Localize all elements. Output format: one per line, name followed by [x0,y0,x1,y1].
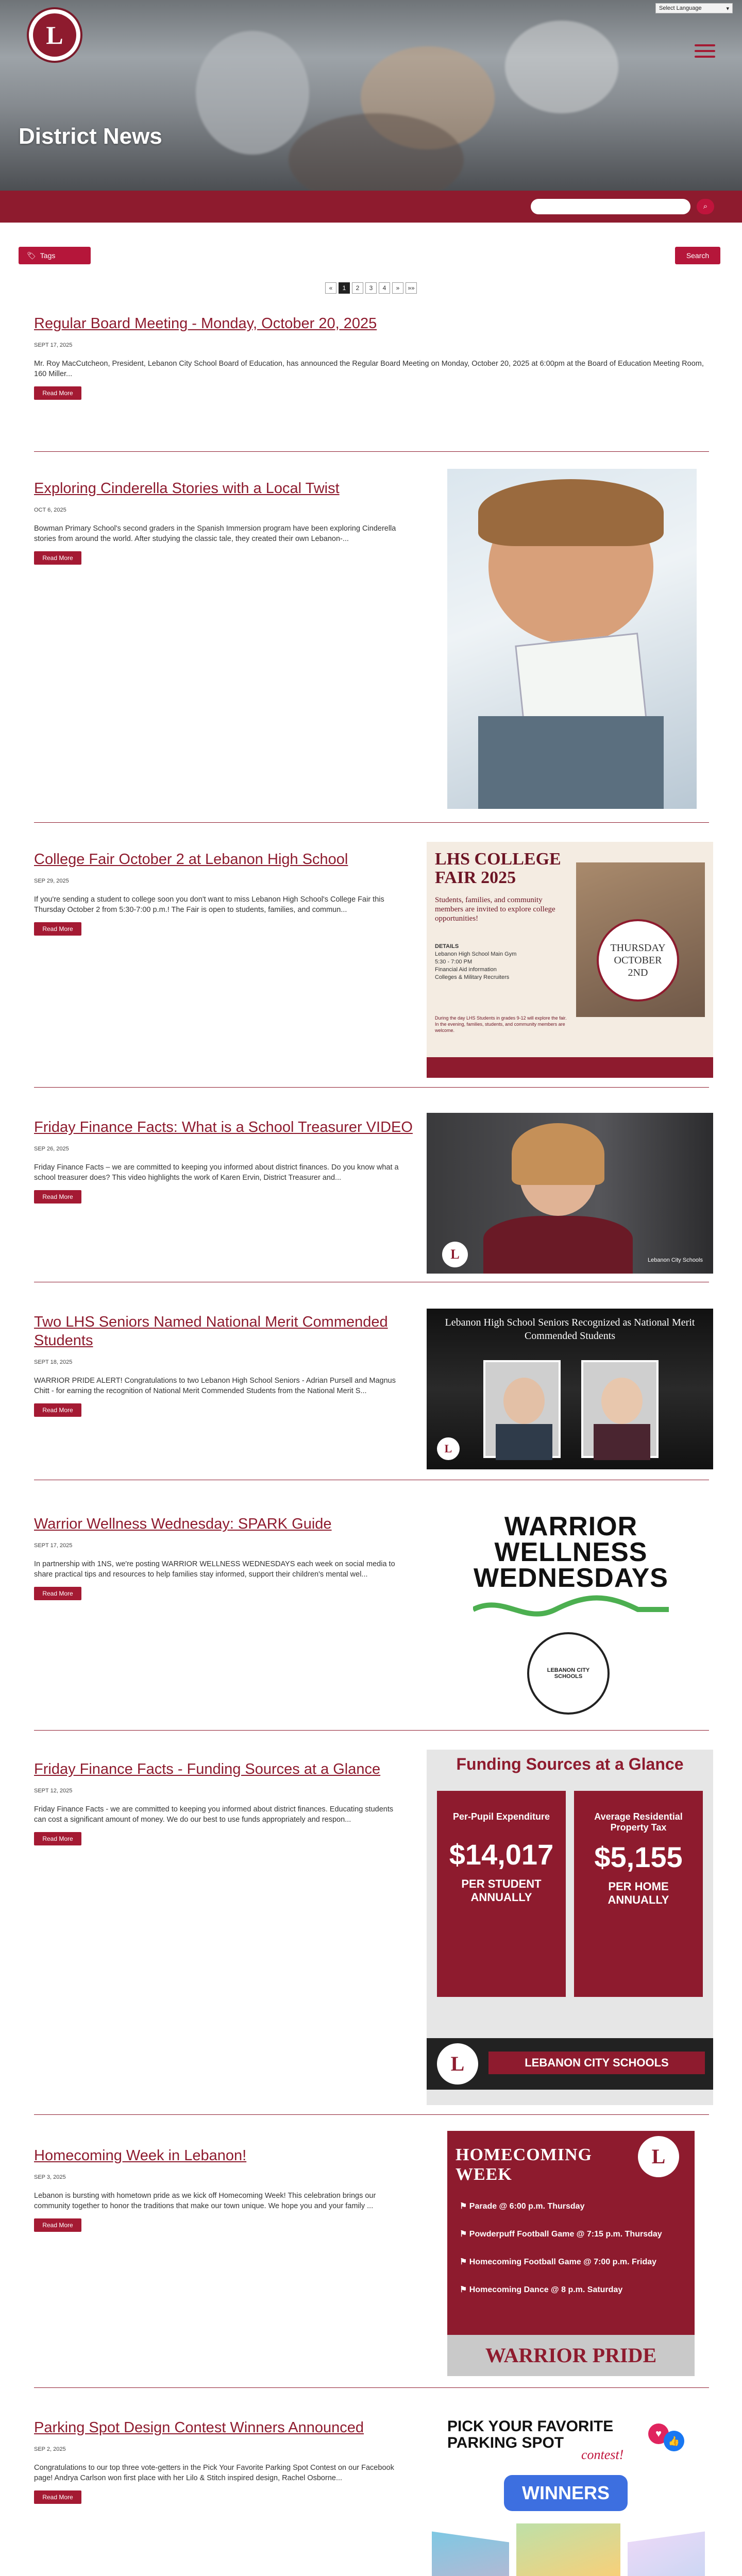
divider [34,451,709,452]
wellness-badge-label: LEBANON CITY SCHOOLS [547,1667,590,1680]
district-seal-icon: L [437,1437,460,1460]
parking-line: PICK YOUR FAVORITE [447,2418,614,2435]
hero-photo-shape [196,31,309,155]
divider [34,1087,709,1088]
language-label: Select Language [659,5,702,11]
homecoming-event: ⚑ Powderpuff Football Game @ 7:15 p.m. Thursday [460,2230,662,2239]
pagination-top [0,282,742,294]
wellness-title [447,1514,695,1591]
wellness-badge [527,1632,610,1715]
article-summary: Friday Finance Facts - we are committed to keeping you informed about district finances. Educating students can cost a significant amount of money. We do our best to use funds appropriately and respon... [34,1805,394,1824]
funding-footer [427,2038,713,2090]
article-title[interactable]: Warrior Wellness Wednesday: SPARK Guide [34,1516,332,1532]
article-summary: Friday Finance Facts – we are committed to keeping you informed about district finances. Do you know what a school treasurer does? This video highlights the work of Karen Ervin, District Treasurer and... [34,1163,399,1182]
pager-prev[interactable]: « [325,282,336,294]
pager-page[interactable]: 3 [365,282,377,294]
article-title[interactable]: Friday Finance Facts - Funding Sources at a Glance [34,1761,381,1777]
article-summary: If you're sending a student to college soon you don't want to miss Lebanon High School's College Fair this Thursday October 2 from 5:30-7:00 p.m.! The Fair is open to students, families, and commun... [34,895,384,914]
homecoming-event: ⚑ Homecoming Football Game @ 7:00 p.m. Friday [460,2258,657,2266]
read-more-button[interactable]: Read More [34,1190,81,1204]
pager-page[interactable]: 4 [379,282,390,294]
article-date: SEPT 17, 2025 [34,1543,73,1549]
page-title: District News [19,124,162,149]
read-more-button[interactable]: Read More [34,551,81,565]
article-title[interactable]: College Fair October 2 at Lebanon High School [34,851,348,868]
pager-next[interactable]: » [392,282,403,294]
parking-spot-art-3 [628,2531,705,2576]
wellness-line: WELLNESS [494,1537,648,1567]
merit-title: Lebanon High School Seniors Recognized as National Merit Commended Students [445,1317,695,1342]
district-logo[interactable] [27,7,82,63]
article-thumbnail[interactable] [427,2418,713,2576]
funding-card-right [574,1791,703,1997]
news-article [34,314,709,400]
divider [34,1730,709,1731]
district-seal-icon: L [442,1242,468,1267]
pager-last[interactable]: »» [406,282,417,294]
article-thumbnail[interactable] [447,469,697,809]
hero-banner [0,0,742,191]
funding-left-sub: PER STUDENT ANNUALLY [461,1877,542,1904]
funding-right-value: $5,155 [594,1841,683,1873]
article-summary: Congratulations to our top three vote-getters in the Pick Your Favorite Parking Spot Contest on our Facebook page! Andrya Carlson won first place with her Lilo & Stitch inspired design, Rachel Osborne... [34,2464,394,2482]
read-more-button[interactable]: Read More [34,1832,81,1845]
tags-button[interactable] [19,247,91,264]
article-title[interactable]: Exploring Cinderella Stories with a Local Twist [34,480,340,497]
homecoming-event: ⚑ Parade @ 6:00 p.m. Thursday [460,2202,585,2211]
article-title[interactable]: Two LHS Seniors Named National Merit Commended Students [34,1314,388,1349]
funding-left-value: $14,017 [449,1838,554,1871]
district-seal-icon: L [638,2136,679,2177]
article-thumbnail[interactable] [427,842,713,1078]
homecoming-event: ⚑ Homecoming Dance @ 8 p.m. Saturday [460,2285,623,2294]
district-seal-icon: L [437,2043,478,2084]
chevron-down-icon: ▾ [726,5,729,12]
divider [34,822,709,823]
flyer-details-heading: DETAILS [435,943,459,950]
green-ribbon-icon [473,1594,669,1625]
flyer-subtitle: Students, families, and community members are invited to explore college opportunities! [435,896,555,923]
article-thumbnail[interactable] [427,1750,713,2105]
article-summary: Bowman Primary School's second graders in the Spanish Immersion program have been exploring Cinderella stories from around the world. After studying the classic tale, they created their own Lebanon-... [34,524,396,543]
child-hair [478,479,664,546]
search-input[interactable] [531,199,690,214]
read-more-button[interactable]: Read More [34,386,81,400]
funding-right-heading: Average Residential Property Tax [594,1811,683,1833]
flyer-footer-bar [427,1057,713,1078]
pager-page[interactable]: 1 [339,282,350,294]
language-select[interactable] [655,3,733,13]
funding-right-sub: PER HOME ANNUALLY [608,1880,669,1906]
article-thumbnail[interactable] [427,1309,713,1469]
student-photo-2 [581,1360,659,1458]
homecoming-event-label: Homecoming Football Game @ 7:00 p.m. Friday [469,2258,657,2266]
parking-accent: contest! [581,2447,624,2462]
article-thumbnail[interactable] [427,1113,713,1274]
read-more-button[interactable]: Read More [34,922,81,936]
read-more-button[interactable]: Read More [34,1403,81,1417]
read-more-button[interactable]: Read More [34,1587,81,1600]
winners-badge: WINNERS [504,2475,628,2511]
flyer-title: LHS COLLEGE FAIR 2025 [435,850,561,887]
funding-left-heading: Per-Pupil Expenditure [452,1811,550,1822]
article-date: OCT 6, 2025 [34,507,66,513]
person-hair [512,1123,604,1185]
flyer-note: During the day LHS Students in grades 9-12 will explore the fair. In the evening, families, students, and community members are welcome. [435,1015,567,1033]
person-shirt [483,1216,633,1274]
funding-title: Funding Sources at a Glance [456,1755,684,1773]
homecoming-title: HOMECOMING WEEK [456,2145,592,2184]
article-date: SEP 3, 2025 [34,2174,66,2180]
flyer-detail: Lebanon High School Main Gym [435,951,517,957]
article-date: SEP 2, 2025 [34,2446,66,2452]
article-title[interactable]: Friday Finance Facts: What is a School Treasurer VIDEO [34,1119,413,1136]
wellness-line: WEDNESDAYS [474,1563,668,1593]
parking-spot-art-1 [432,2531,509,2576]
wellness-line: WARRIOR [504,1512,638,1541]
homecoming-event-label: Parade @ 6:00 p.m. Thursday [469,2202,585,2211]
search-button[interactable]: Search [675,247,720,264]
tag-icon: 🏷 [27,251,36,260]
read-more-button[interactable]: Read More [34,2490,81,2504]
article-title[interactable]: Regular Board Meeting - Monday, October 20, 2025 [34,315,377,332]
funding-footer-label: LEBANON CITY SCHOOLS [488,2052,705,2074]
flyer-date-badge: THURSDAY OCTOBER 2ND [597,919,679,1002]
heart-icon: ♥ [648,2424,669,2444]
article-summary: In partnership with 1NS, we're posting WARRIOR WELLNESS WEDNESDAYS each week on social media to share practical tips and resources to help families stay informed, support their children's mental wel... [34,1560,395,1579]
video-caption: Lebanon City Schools [647,1257,703,1263]
article-date: SEP 26, 2025 [34,1146,69,1152]
article-date: SEPT 17, 2025 [34,342,73,348]
student-photo-1 [483,1360,561,1458]
funding-card-left [437,1791,566,1997]
logo-letter: L [33,13,76,57]
homecoming-event-label: Powderpuff Football Game @ 7:15 p.m. Thursday [469,2230,662,2239]
article-thumbnail[interactable] [447,2131,695,2376]
menu-icon[interactable] [695,44,715,58]
search-icon[interactable]: ⌕ [697,199,714,214]
flyer-detail: 5:30 - 7:00 PM [435,959,473,965]
homecoming-events [460,2193,686,2304]
article-thumbnail[interactable] [447,1503,695,1720]
parking-line: PARKING SPOT [447,2434,564,2451]
child-shirt [478,716,664,809]
hero-photo-shape [505,21,618,113]
article-summary: Lebanon is bursting with hometown pride as we kick off Homecoming Week! This celebration brings our community together to honor the traditions that make our town unique. We hope you and your family ... [34,2192,376,2210]
flyer-detail: Financial Aid information [435,967,497,973]
divider [34,2114,709,2115]
homecoming-footer: WARRIOR PRIDE [447,2335,695,2376]
parking-spot-art-2 [514,2521,622,2576]
article-date: SEP 29, 2025 [34,878,69,884]
article-summary: Mr. Roy MacCutcheon, President, Lebanon City School Board of Education, has announced the Regular Board Meeting on Monday, October 20, 2025 at 6:00pm at the Board of Education Meeting Room, 160 Miller... [34,360,704,378]
read-more-button[interactable]: Read More [34,2218,81,2232]
flyer-detail: Colleges & Military Recruiters [435,974,510,980]
divider [34,2387,709,2388]
tags-label: Tags [40,251,56,260]
like-icon: 👍 [664,2431,684,2451]
article-date: SEPT 18, 2025 [34,1359,73,1365]
flyer-details [435,943,564,981]
pager-page[interactable]: 2 [352,282,363,294]
parking-headline [447,2418,653,2451]
article-summary: WARRIOR PRIDE ALERT! Congratulations to two Lebanon High School Seniors - Adrian Pursell and Magnus Chitt - for earning the recognition of National Merit Commended Students from the National Merit S... [34,1377,396,1395]
article-title[interactable]: Homecoming Week in Lebanon! [34,2147,247,2164]
homecoming-event-label: Homecoming Dance @ 8 p.m. Saturday [469,2285,623,2294]
article-title[interactable]: Parking Spot Design Contest Winners Announced [34,2419,364,2436]
article-date: SEPT 12, 2025 [34,1788,73,1794]
